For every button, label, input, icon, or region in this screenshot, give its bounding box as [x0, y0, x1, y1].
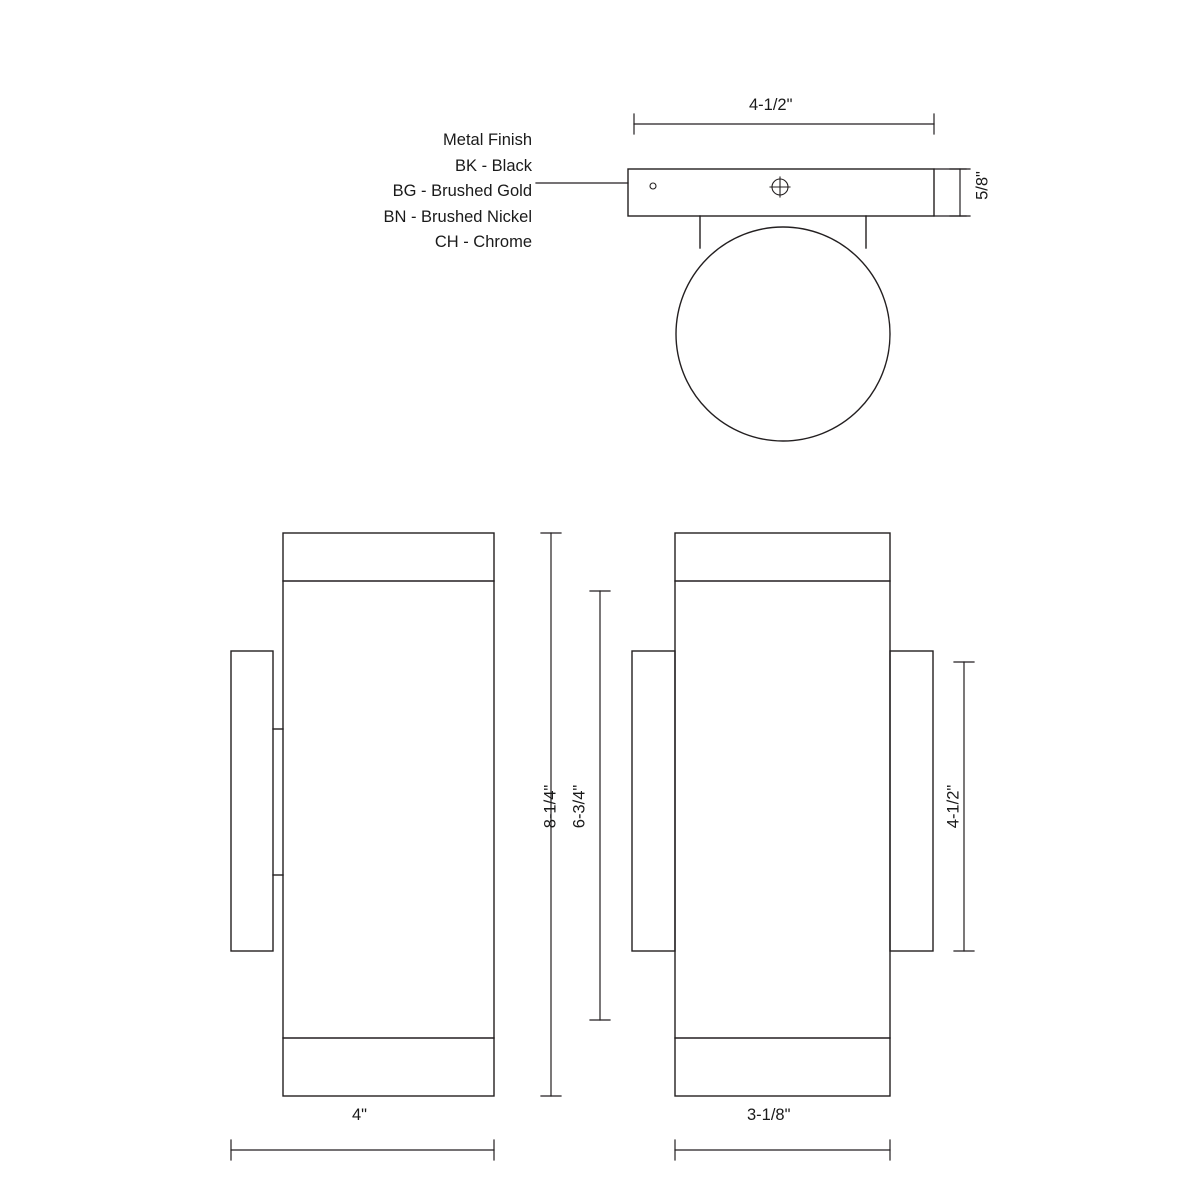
finish-option-bk: BK - Black	[454, 156, 532, 175]
dim-front-width	[675, 1140, 890, 1160]
top-view-stems	[700, 216, 866, 248]
dim-top-width	[634, 114, 934, 134]
dim-label-front-shade-height: 4-1/2"	[944, 784, 963, 829]
finish-option-ch: CH - Chrome	[434, 233, 532, 251]
finish-callout	[300, 128, 532, 256]
dim-label-front-body-height: 6-3/4"	[570, 784, 589, 829]
top-view-backplate	[628, 169, 934, 216]
dim-side-width	[231, 1140, 494, 1160]
dim-top-plate-depth	[934, 169, 970, 216]
dim-label-top-plate-depth: 5/8"	[973, 171, 992, 200]
front-elevation	[632, 533, 933, 1096]
dim-label-side-overall-height: 8-1/4"	[541, 784, 560, 829]
leader-target-dot	[650, 183, 656, 189]
dim-label-front-width: 3-1/8"	[747, 1106, 791, 1124]
dim-label-side-width: 4"	[352, 1106, 368, 1124]
dim-label-top-width: 4-1/2"	[749, 96, 793, 114]
mounting-screw-icon	[770, 177, 790, 197]
finish-heading: Metal Finish	[443, 131, 532, 149]
side-elevation	[231, 533, 494, 1096]
finish-option-bn: BN - Brushed Nickel	[383, 207, 532, 226]
finish-option-bg: BG - Brushed Gold	[392, 182, 532, 200]
dim-front-body-height	[590, 591, 610, 1020]
top-view-body-circle	[676, 227, 890, 441]
